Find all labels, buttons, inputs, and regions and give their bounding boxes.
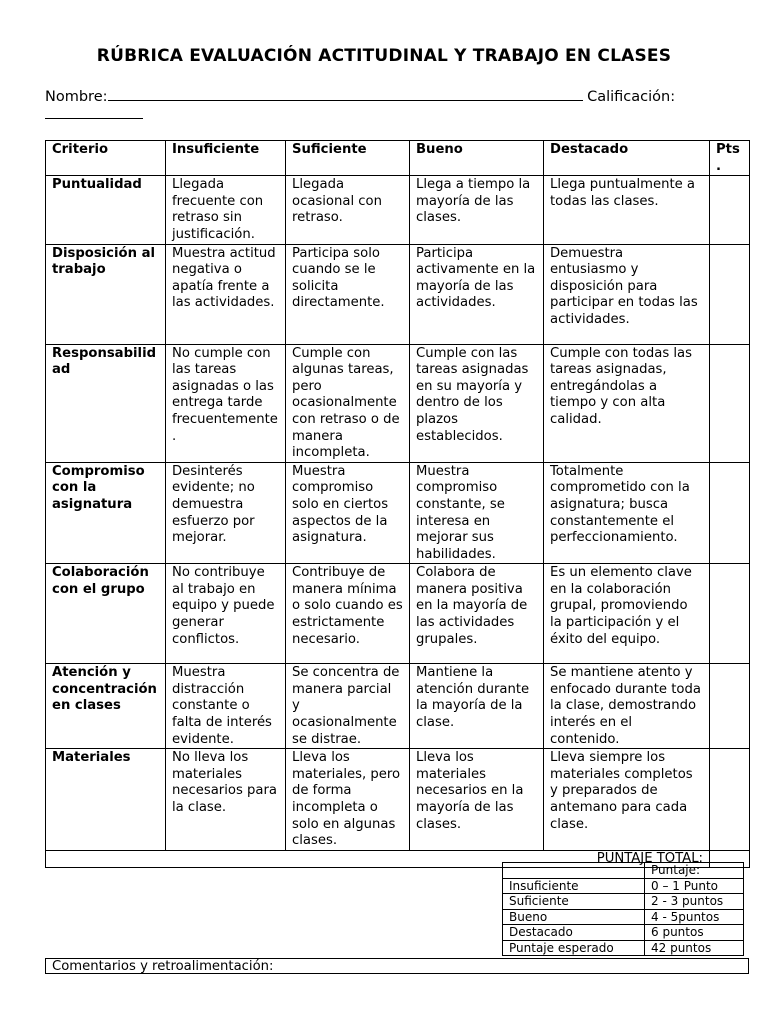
destacado-cell: Cumple con todas las tareas asignadas, entregándolas a tiempo y con alta calidad. (544, 344, 710, 462)
document-title: RÚBRICA EVALUACIÓN ACTITUDINAL Y TRABAJO EN CLASES (96, 46, 672, 66)
header-pts: Pts. (710, 141, 750, 176)
insuficiente-cell: Llegada frecuente con retraso sin justificación. (166, 176, 286, 244)
insuficiente-cell: Desinterés evidente; no demuestra esfuerzo por mejorar. (166, 462, 286, 564)
suficiente-cell: Lleva los materiales, pero de forma incompleta o solo en algunas clases. (286, 749, 410, 851)
points-cell[interactable] (710, 749, 750, 851)
destacado-cell: Demuestra entusiasmo y disposición para participar en todas las actividades. (544, 244, 710, 344)
scale-level: Destacado (503, 925, 645, 941)
score-scale-table (502, 862, 744, 956)
scale-level: Puntaje esperado (503, 940, 645, 956)
scale-points: 4 - 5puntos (645, 909, 744, 925)
calificacion-blank-field[interactable] (45, 118, 143, 119)
points-cell[interactable] (710, 244, 750, 344)
total-label: PUNTAJE TOTAL: (46, 850, 710, 867)
header-criterio: Criterio (46, 141, 166, 176)
insuficiente-cell: No contribuye al trabajo en equipo y puede generar conflictos. (166, 564, 286, 664)
bueno-cell: Participa activamente en la mayoría de las actividades. (410, 244, 544, 344)
name-line (45, 86, 675, 105)
criterion-cell: Disposición al trabajo (46, 244, 166, 344)
table-row (46, 749, 750, 851)
scale-row (503, 940, 744, 956)
scale-points: 6 puntos (645, 925, 744, 941)
insuficiente-cell: No cumple con las tareas asignadas o las entrega tarde frecuentemente. (166, 344, 286, 462)
destacado-cell: Llega puntualmente a todas las clases. (544, 176, 710, 244)
suficiente-cell: Participa solo cuando se le solicita directamente. (286, 244, 410, 344)
scale-row (503, 909, 744, 925)
points-cell[interactable] (710, 462, 750, 564)
scale-row (503, 894, 744, 910)
suficiente-cell: Se concentra de manera parcial y ocasionalmente se distrae. (286, 664, 410, 749)
table-row (46, 244, 750, 344)
header-suficiente: Suficiente (286, 141, 410, 176)
header-insuficiente: Insuficiente (166, 141, 286, 176)
insuficiente-cell: Muestra actitud negativa o apatía frente a las actividades. (166, 244, 286, 344)
bueno-cell: Mantiene la atención durante la mayoría de la clase. (410, 664, 544, 749)
suficiente-cell: Contribuye de manera mínima o solo cuando es estrictamente necesario. (286, 564, 410, 664)
table-row (46, 564, 750, 664)
destacado-cell: Lleva siempre los materiales completos y preparados de antemano para cada clase. (544, 749, 710, 851)
points-cell[interactable] (710, 664, 750, 749)
scale-level: Suficiente (503, 894, 645, 910)
scale-points: 2 - 3 puntos (645, 894, 744, 910)
calificacion-label: Calificación: (587, 89, 676, 105)
insuficiente-cell: No lleva los materiales necesarios para la clase. (166, 749, 286, 851)
scale-row (503, 925, 744, 941)
scale-points: 42 puntos (645, 940, 744, 956)
criterion-cell: Materiales (46, 749, 166, 851)
rubric-table (45, 140, 750, 868)
nombre-blank-field[interactable] (108, 86, 583, 101)
header-destacado: Destacado (544, 141, 710, 176)
suficiente-cell: Muestra compromiso solo en ciertos aspectos de la asignatura. (286, 462, 410, 564)
destacado-cell: Totalmente comprometido con la asignatura; busca constantemente el perfeccionamiento. (544, 462, 710, 564)
destacado-cell: Se mantiene atento y enfocado durante toda la clase, demostrando interés en el contenido. (544, 664, 710, 749)
criterion-cell: Colaboración con el grupo (46, 564, 166, 664)
destacado-cell: Es un elemento clave en la colaboración grupal, promoviendo la participación y el éxito del equipo. (544, 564, 710, 664)
bueno-cell: Muestra compromiso constante, se interesa en mejorar sus habilidades. (410, 462, 544, 564)
bueno-cell: Colabora de manera positiva en la mayoría de las actividades grupales. (410, 564, 544, 664)
header-bueno: Bueno (410, 141, 544, 176)
scale-points: 0 – 1 Punto (645, 878, 744, 894)
table-row (46, 462, 750, 564)
bueno-cell: Lleva los materiales necesarios en la mayoría de las clases. (410, 749, 544, 851)
points-cell[interactable] (710, 564, 750, 664)
suficiente-cell: Cumple con algunas tareas, pero ocasionalmente con retraso o de manera incompleta. (286, 344, 410, 462)
insuficiente-cell: Muestra distracción constante o falta de interés evidente. (166, 664, 286, 749)
nombre-label: Nombre: (45, 89, 108, 105)
comments-label: Comentarios y retroalimentación: (52, 959, 274, 974)
bueno-cell: Llega a tiempo la mayoría de las clases. (410, 176, 544, 244)
table-row (46, 176, 750, 244)
criterion-cell: Responsabilidad (46, 344, 166, 462)
scale-level: Insuficiente (503, 878, 645, 894)
scale-row (503, 878, 744, 894)
scale-header-row (503, 863, 744, 879)
scale-header: Puntaje: (645, 863, 744, 879)
scale-level: Bueno (503, 909, 645, 925)
points-cell[interactable] (710, 344, 750, 462)
suficiente-cell: Llegada ocasional con retraso. (286, 176, 410, 244)
table-row (46, 344, 750, 462)
table-row (46, 664, 750, 749)
criterion-cell: Puntualidad (46, 176, 166, 244)
scale-header-empty (503, 863, 645, 879)
comments-field[interactable] (45, 958, 749, 974)
criterion-cell: Atención y concentración en clases (46, 664, 166, 749)
rubric-header-row (46, 141, 750, 176)
criterion-cell: Compromiso con la asignatura (46, 462, 166, 564)
bueno-cell: Cumple con las tareas asignadas en su mayoría y dentro de los plazos establecidos. (410, 344, 544, 462)
points-cell[interactable] (710, 176, 750, 244)
